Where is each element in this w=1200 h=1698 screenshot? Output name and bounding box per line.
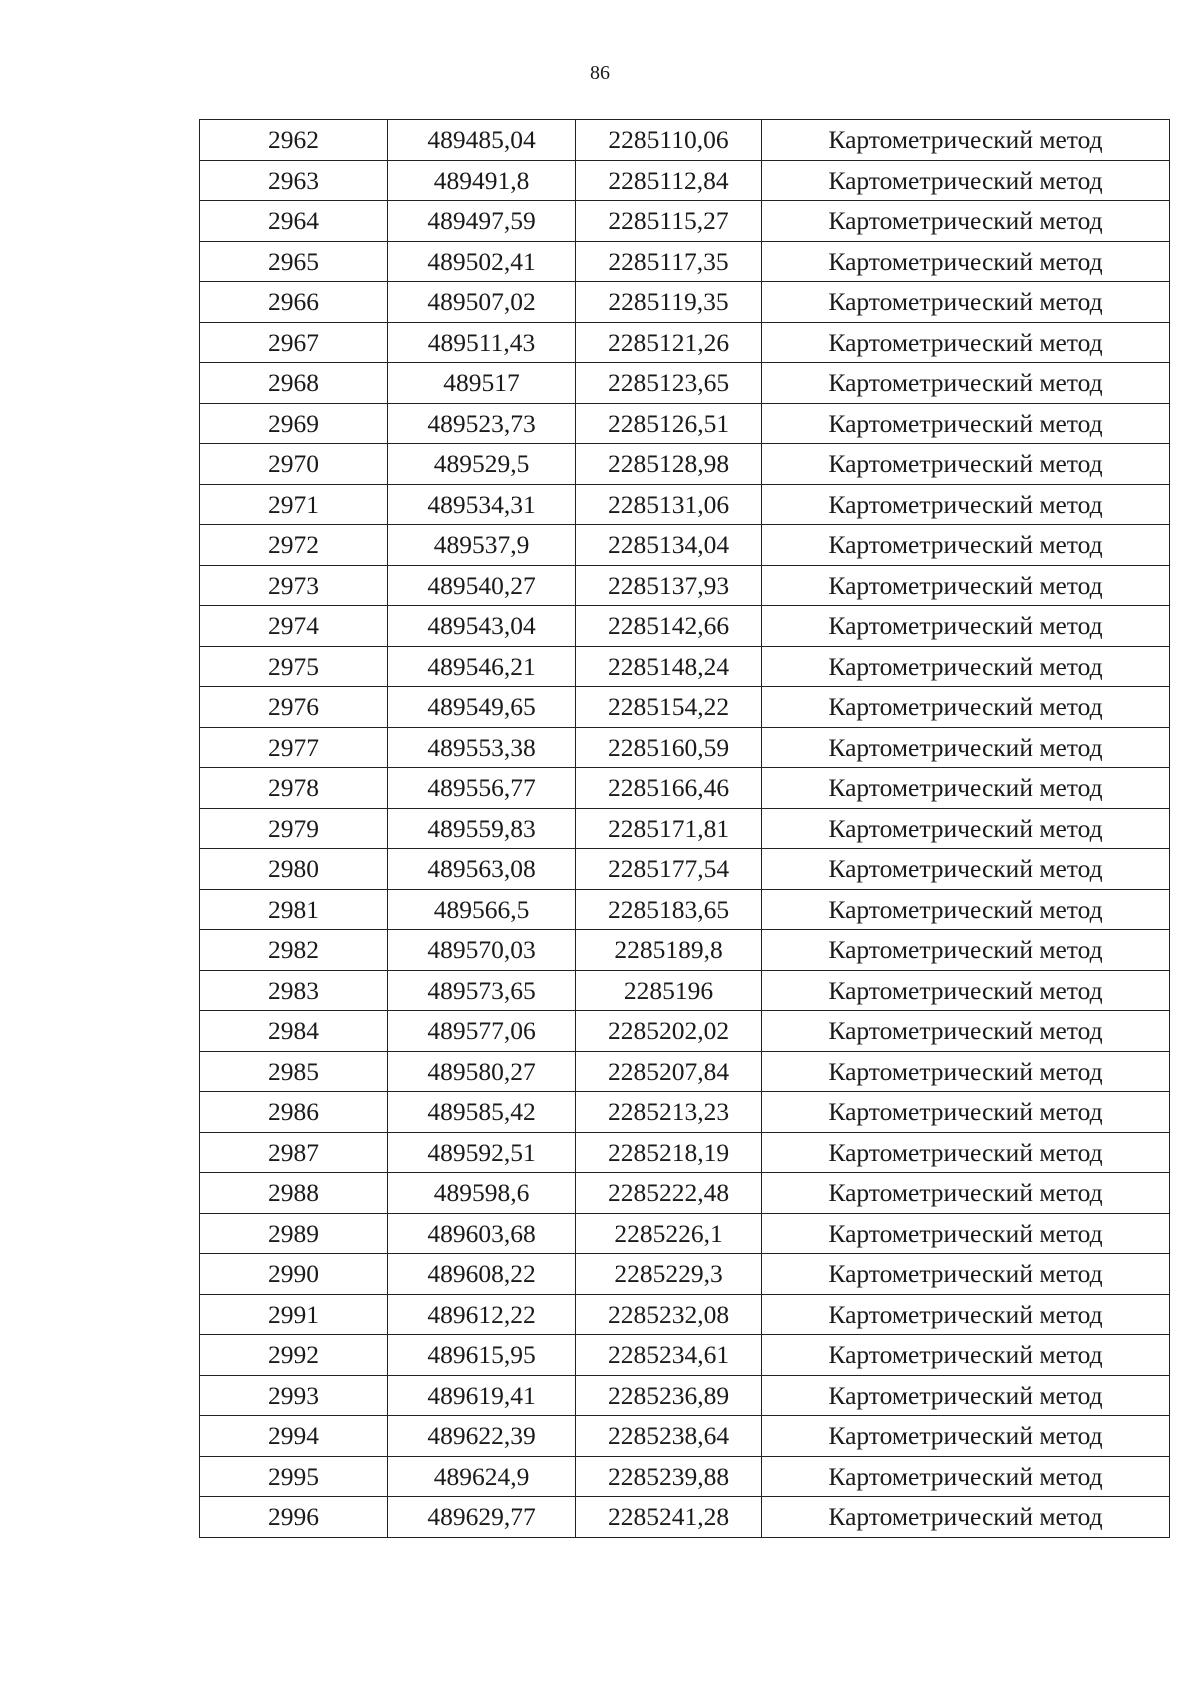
point-number-cell: 2991 bbox=[200, 1294, 388, 1335]
table-row bbox=[200, 1335, 1170, 1376]
method-cell: Картометрический метод bbox=[762, 768, 1170, 809]
y-coordinate-cell: 2285236,89 bbox=[576, 1375, 762, 1416]
method-cell: Картометрический метод bbox=[762, 1011, 1170, 1052]
method-cell: Картометрический метод bbox=[762, 160, 1170, 201]
method-cell: Картометрический метод bbox=[762, 322, 1170, 363]
y-coordinate-cell: 2285226,1 bbox=[576, 1213, 762, 1254]
coordinates-table-body bbox=[200, 120, 1170, 1538]
x-coordinate-cell: 489580,27 bbox=[388, 1051, 576, 1092]
point-number-cell: 2984 bbox=[200, 1011, 388, 1052]
point-number-cell: 2987 bbox=[200, 1132, 388, 1173]
method-cell: Картометрический метод bbox=[762, 687, 1170, 728]
y-coordinate-cell: 2285134,04 bbox=[576, 525, 762, 566]
table-row bbox=[200, 930, 1170, 971]
method-cell: Картометрический метод bbox=[762, 1335, 1170, 1376]
y-coordinate-cell: 2285196 bbox=[576, 970, 762, 1011]
point-number-cell: 2982 bbox=[200, 930, 388, 971]
x-coordinate-cell: 489546,21 bbox=[388, 646, 576, 687]
y-coordinate-cell: 2285160,59 bbox=[576, 727, 762, 768]
point-number-cell: 2979 bbox=[200, 808, 388, 849]
method-cell: Картометрический метод bbox=[762, 1254, 1170, 1295]
table-row bbox=[200, 201, 1170, 242]
x-coordinate-cell: 489529,5 bbox=[388, 444, 576, 485]
y-coordinate-cell: 2285131,06 bbox=[576, 484, 762, 525]
y-coordinate-cell: 2285110,06 bbox=[576, 120, 762, 161]
x-coordinate-cell: 489585,42 bbox=[388, 1092, 576, 1133]
y-coordinate-cell: 2285121,26 bbox=[576, 322, 762, 363]
point-number-cell: 2967 bbox=[200, 322, 388, 363]
table-row bbox=[200, 484, 1170, 525]
x-coordinate-cell: 489523,73 bbox=[388, 403, 576, 444]
method-cell: Картометрический метод bbox=[762, 1092, 1170, 1133]
point-number-cell: 2966 bbox=[200, 282, 388, 323]
method-cell: Картометрический метод bbox=[762, 970, 1170, 1011]
table-row bbox=[200, 646, 1170, 687]
point-number-cell: 2989 bbox=[200, 1213, 388, 1254]
table-row bbox=[200, 1213, 1170, 1254]
point-number-cell: 2968 bbox=[200, 363, 388, 404]
point-number-cell: 2973 bbox=[200, 565, 388, 606]
point-number-cell: 2996 bbox=[200, 1497, 388, 1538]
method-cell: Картометрический метод bbox=[762, 1375, 1170, 1416]
point-number-cell: 2978 bbox=[200, 768, 388, 809]
y-coordinate-cell: 2285239,88 bbox=[576, 1456, 762, 1497]
y-coordinate-cell: 2285166,46 bbox=[576, 768, 762, 809]
point-number-cell: 2993 bbox=[200, 1375, 388, 1416]
y-coordinate-cell: 2285142,66 bbox=[576, 606, 762, 647]
point-number-cell: 2977 bbox=[200, 727, 388, 768]
table-row bbox=[200, 1254, 1170, 1295]
point-number-cell: 2980 bbox=[200, 849, 388, 890]
y-coordinate-cell: 2285126,51 bbox=[576, 403, 762, 444]
method-cell: Картометрический метод bbox=[762, 1173, 1170, 1214]
y-coordinate-cell: 2285234,61 bbox=[576, 1335, 762, 1376]
x-coordinate-cell: 489502,41 bbox=[388, 241, 576, 282]
point-number-cell: 2981 bbox=[200, 889, 388, 930]
y-coordinate-cell: 2285213,23 bbox=[576, 1092, 762, 1133]
x-coordinate-cell: 489612,22 bbox=[388, 1294, 576, 1335]
method-cell: Картометрический метод bbox=[762, 1456, 1170, 1497]
table-row bbox=[200, 322, 1170, 363]
point-number-cell: 2976 bbox=[200, 687, 388, 728]
y-coordinate-cell: 2285229,3 bbox=[576, 1254, 762, 1295]
coordinates-table bbox=[199, 119, 1170, 1538]
method-cell: Картометрический метод bbox=[762, 565, 1170, 606]
y-coordinate-cell: 2285183,65 bbox=[576, 889, 762, 930]
y-coordinate-cell: 2285137,93 bbox=[576, 565, 762, 606]
y-coordinate-cell: 2285117,35 bbox=[576, 241, 762, 282]
table-row bbox=[200, 1173, 1170, 1214]
table-row bbox=[200, 363, 1170, 404]
y-coordinate-cell: 2285202,02 bbox=[576, 1011, 762, 1052]
point-number-cell: 2994 bbox=[200, 1416, 388, 1457]
x-coordinate-cell: 489491,8 bbox=[388, 160, 576, 201]
method-cell: Картометрический метод bbox=[762, 849, 1170, 890]
x-coordinate-cell: 489615,95 bbox=[388, 1335, 576, 1376]
table-row bbox=[200, 808, 1170, 849]
method-cell: Картометрический метод bbox=[762, 120, 1170, 161]
point-number-cell: 2985 bbox=[200, 1051, 388, 1092]
point-number-cell: 2990 bbox=[200, 1254, 388, 1295]
method-cell: Картометрический метод bbox=[762, 930, 1170, 971]
method-cell: Картометрический метод bbox=[762, 1132, 1170, 1173]
point-number-cell: 2969 bbox=[200, 403, 388, 444]
table-row bbox=[200, 120, 1170, 161]
y-coordinate-cell: 2285148,24 bbox=[576, 646, 762, 687]
table-row bbox=[200, 1011, 1170, 1052]
table-row bbox=[200, 525, 1170, 566]
y-coordinate-cell: 2285207,84 bbox=[576, 1051, 762, 1092]
y-coordinate-cell: 2285112,84 bbox=[576, 160, 762, 201]
method-cell: Картометрический метод bbox=[762, 525, 1170, 566]
table-row bbox=[200, 282, 1170, 323]
point-number-cell: 2972 bbox=[200, 525, 388, 566]
method-cell: Картометрический метод bbox=[762, 403, 1170, 444]
y-coordinate-cell: 2285222,48 bbox=[576, 1173, 762, 1214]
table-row bbox=[200, 403, 1170, 444]
x-coordinate-cell: 489543,04 bbox=[388, 606, 576, 647]
table-row bbox=[200, 1092, 1170, 1133]
x-coordinate-cell: 489553,38 bbox=[388, 727, 576, 768]
y-coordinate-cell: 2285189,8 bbox=[576, 930, 762, 971]
y-coordinate-cell: 2285177,54 bbox=[576, 849, 762, 890]
table-row bbox=[200, 444, 1170, 485]
y-coordinate-cell: 2285154,22 bbox=[576, 687, 762, 728]
x-coordinate-cell: 489592,51 bbox=[388, 1132, 576, 1173]
table-row bbox=[200, 1456, 1170, 1497]
table-row bbox=[200, 565, 1170, 606]
method-cell: Картометрический метод bbox=[762, 201, 1170, 242]
x-coordinate-cell: 489537,9 bbox=[388, 525, 576, 566]
point-number-cell: 2971 bbox=[200, 484, 388, 525]
table-row bbox=[200, 849, 1170, 890]
x-coordinate-cell: 489619,41 bbox=[388, 1375, 576, 1416]
point-number-cell: 2962 bbox=[200, 120, 388, 161]
method-cell: Картометрический метод bbox=[762, 727, 1170, 768]
method-cell: Картометрический метод bbox=[762, 889, 1170, 930]
x-coordinate-cell: 489622,39 bbox=[388, 1416, 576, 1457]
method-cell: Картометрический метод bbox=[762, 808, 1170, 849]
table-row bbox=[200, 687, 1170, 728]
x-coordinate-cell: 489566,5 bbox=[388, 889, 576, 930]
x-coordinate-cell: 489573,65 bbox=[388, 970, 576, 1011]
method-cell: Картометрический метод bbox=[762, 1051, 1170, 1092]
method-cell: Картометрический метод bbox=[762, 241, 1170, 282]
table-row bbox=[200, 1132, 1170, 1173]
table-row bbox=[200, 1416, 1170, 1457]
point-number-cell: 2995 bbox=[200, 1456, 388, 1497]
point-number-cell: 2983 bbox=[200, 970, 388, 1011]
x-coordinate-cell: 489540,27 bbox=[388, 565, 576, 606]
point-number-cell: 2974 bbox=[200, 606, 388, 647]
x-coordinate-cell: 489563,08 bbox=[388, 849, 576, 890]
table-row bbox=[200, 889, 1170, 930]
table-row bbox=[200, 1497, 1170, 1538]
point-number-cell: 2964 bbox=[200, 201, 388, 242]
table-row bbox=[200, 727, 1170, 768]
method-cell: Картометрический метод bbox=[762, 484, 1170, 525]
point-number-cell: 2970 bbox=[200, 444, 388, 485]
table-row bbox=[200, 241, 1170, 282]
x-coordinate-cell: 489577,06 bbox=[388, 1011, 576, 1052]
method-cell: Картометрический метод bbox=[762, 646, 1170, 687]
y-coordinate-cell: 2285128,98 bbox=[576, 444, 762, 485]
y-coordinate-cell: 2285119,35 bbox=[576, 282, 762, 323]
table-row bbox=[200, 606, 1170, 647]
method-cell: Картометрический метод bbox=[762, 363, 1170, 404]
table-row bbox=[200, 160, 1170, 201]
x-coordinate-cell: 489497,59 bbox=[388, 201, 576, 242]
y-coordinate-cell: 2285171,81 bbox=[576, 808, 762, 849]
x-coordinate-cell: 489549,65 bbox=[388, 687, 576, 728]
table-row bbox=[200, 768, 1170, 809]
method-cell: Картометрический метод bbox=[762, 1294, 1170, 1335]
y-coordinate-cell: 2285238,64 bbox=[576, 1416, 762, 1457]
x-coordinate-cell: 489556,77 bbox=[388, 768, 576, 809]
y-coordinate-cell: 2285241,28 bbox=[576, 1497, 762, 1538]
y-coordinate-cell: 2285123,65 bbox=[576, 363, 762, 404]
x-coordinate-cell: 489570,03 bbox=[388, 930, 576, 971]
method-cell: Картометрический метод bbox=[762, 1497, 1170, 1538]
y-coordinate-cell: 2285218,19 bbox=[576, 1132, 762, 1173]
x-coordinate-cell: 489517 bbox=[388, 363, 576, 404]
method-cell: Картометрический метод bbox=[762, 606, 1170, 647]
table-row bbox=[200, 1051, 1170, 1092]
point-number-cell: 2965 bbox=[200, 241, 388, 282]
x-coordinate-cell: 489608,22 bbox=[388, 1254, 576, 1295]
x-coordinate-cell: 489598,6 bbox=[388, 1173, 576, 1214]
x-coordinate-cell: 489559,83 bbox=[388, 808, 576, 849]
point-number-cell: 2975 bbox=[200, 646, 388, 687]
y-coordinate-cell: 2285115,27 bbox=[576, 201, 762, 242]
x-coordinate-cell: 489507,02 bbox=[388, 282, 576, 323]
page-number: 86 bbox=[590, 62, 610, 84]
table-row bbox=[200, 970, 1170, 1011]
method-cell: Картометрический метод bbox=[762, 1213, 1170, 1254]
method-cell: Картометрический метод bbox=[762, 444, 1170, 485]
method-cell: Картометрический метод bbox=[762, 282, 1170, 323]
x-coordinate-cell: 489485,04 bbox=[388, 120, 576, 161]
x-coordinate-cell: 489624,9 bbox=[388, 1456, 576, 1497]
x-coordinate-cell: 489534,31 bbox=[388, 484, 576, 525]
point-number-cell: 2963 bbox=[200, 160, 388, 201]
method-cell: Картометрический метод bbox=[762, 1416, 1170, 1457]
point-number-cell: 2992 bbox=[200, 1335, 388, 1376]
x-coordinate-cell: 489629,77 bbox=[388, 1497, 576, 1538]
point-number-cell: 2988 bbox=[200, 1173, 388, 1214]
x-coordinate-cell: 489511,43 bbox=[388, 322, 576, 363]
point-number-cell: 2986 bbox=[200, 1092, 388, 1133]
y-coordinate-cell: 2285232,08 bbox=[576, 1294, 762, 1335]
table-row bbox=[200, 1294, 1170, 1335]
x-coordinate-cell: 489603,68 bbox=[388, 1213, 576, 1254]
table-row bbox=[200, 1375, 1170, 1416]
